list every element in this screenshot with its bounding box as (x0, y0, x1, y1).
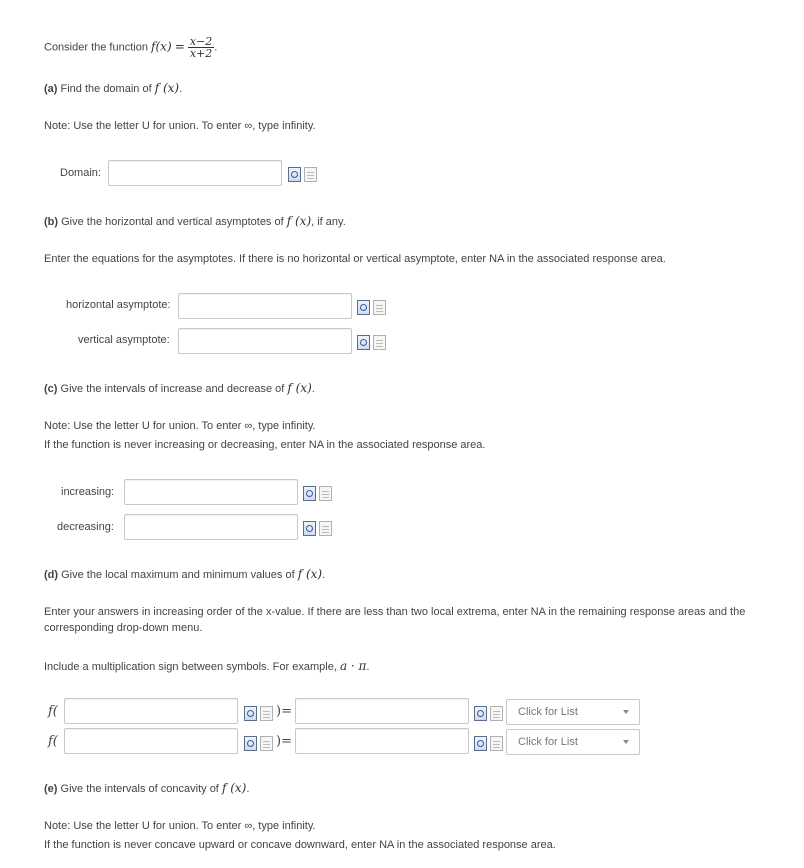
equation-editor-icon[interactable] (303, 521, 316, 536)
part-a-label: (a) (44, 83, 58, 95)
part-c-text: Give the intervals of increase and decrease of (60, 383, 285, 395)
part-d-fx: f (x) (297, 567, 323, 581)
equation-editor-icon[interactable] (357, 335, 370, 350)
help-document-icon[interactable] (490, 736, 503, 751)
part-a-end: . (179, 83, 183, 95)
extremum-1-x-input[interactable] (64, 698, 238, 724)
extremum-2-type-select[interactable] (506, 729, 640, 755)
help-document-icon[interactable] (304, 167, 317, 182)
equation-editor-icon[interactable] (474, 736, 487, 751)
part-e-note-2: If the function is never concave upward or concave downward, enter NA in the associated response area. (44, 839, 556, 851)
chevron-down-icon (623, 710, 629, 714)
part-b-note: Enter the equations for the asymptotes. If there is no horizontal or vertical asymptote, enter NA in the associated response area. (44, 253, 666, 265)
extremum-2-x-input[interactable] (64, 728, 238, 754)
part-e-note-1: Note: Use the letter U for union. To enter ∞, type infinity. (44, 820, 316, 832)
part-a-heading (44, 81, 182, 96)
help-document-icon[interactable] (490, 706, 503, 721)
decreasing-label: decreasing: (57, 521, 114, 533)
help-document-icon[interactable] (260, 736, 273, 751)
part-d-note-3: Include a multiplication sign between symbols. For example, a · π. (44, 659, 370, 673)
extremum-1-f-open: f( (48, 704, 58, 719)
horizontal-asymptote-input[interactable] (178, 293, 352, 319)
horizontal-asymptote-label: horizontal asymptote: (66, 299, 171, 311)
part-d-example: a · π (339, 659, 367, 673)
intro-period: . (214, 41, 218, 54)
part-d-heading (44, 567, 325, 582)
part-e-label: (e) (44, 783, 58, 795)
part-e-heading (44, 781, 249, 796)
help-document-icon[interactable] (319, 521, 332, 536)
intro-numerator: x−2 (189, 35, 213, 48)
equation-editor-icon[interactable] (244, 736, 257, 751)
extremum-2-select-text: Click for List (518, 736, 578, 748)
intro-fname: f(x) (151, 39, 172, 54)
part-a-fx: f (x) (154, 81, 180, 95)
part-b-fx: f (x) (286, 214, 312, 228)
part-e-fx: f (x) (221, 781, 247, 795)
help-document-icon[interactable] (373, 335, 386, 350)
part-c-note-2: If the function is never increasing or decreasing, enter NA in the associated response area. (44, 439, 486, 451)
extremum-1-y-input[interactable] (295, 698, 469, 724)
extremum-1-select-text: Click for List (518, 706, 578, 718)
part-d-end: . (322, 569, 326, 581)
domain-label: Domain: (60, 167, 101, 179)
equation-editor-icon[interactable] (244, 706, 257, 721)
extremum-1-type-select[interactable] (506, 699, 640, 725)
equation-editor-icon[interactable] (474, 706, 487, 721)
part-d-note-2: corresponding drop-down menu. (44, 622, 203, 634)
part-d-text: Give the local maximum and minimum values of (61, 569, 295, 581)
part-e-text: Give the intervals of concavity of (60, 783, 219, 795)
help-document-icon[interactable] (260, 706, 273, 721)
extremum-2-y-input[interactable] (295, 728, 469, 754)
intro-text: Consider the function (44, 41, 148, 54)
equation-editor-icon[interactable] (303, 486, 316, 501)
help-document-icon[interactable] (319, 486, 332, 501)
vertical-asymptote-input[interactable] (178, 328, 352, 354)
part-b-heading (44, 214, 346, 229)
extremum-2-close-eq: )= (276, 734, 292, 749)
part-c-heading (44, 381, 315, 396)
extremum-2-f-open: f( (48, 734, 58, 749)
equation-editor-icon[interactable] (357, 300, 370, 315)
extremum-1-close-eq: )= (276, 704, 292, 719)
part-d-note-1: Enter your answers in increasing order of the x-value. If there are less than two local extrema, enter NA in the remaining response areas and the (44, 606, 746, 618)
part-a-text: Find the domain of (60, 83, 152, 95)
vertical-asymptote-label: vertical asymptote: (78, 334, 170, 346)
part-b-label: (b) (44, 216, 59, 228)
part-d-label: (d) (44, 569, 59, 581)
help-document-icon[interactable] (373, 300, 386, 315)
increasing-input[interactable] (124, 479, 298, 505)
intro-fraction (188, 36, 214, 59)
intro-line (44, 36, 217, 59)
part-c-fx: f (x) (287, 381, 312, 395)
increasing-label: increasing: (61, 486, 115, 498)
part-c-end: . (311, 383, 315, 395)
decreasing-input[interactable] (124, 514, 298, 540)
intro-denominator: x+2 (189, 47, 213, 60)
part-c-label: (c) (44, 383, 58, 395)
equation-editor-icon[interactable] (288, 167, 301, 182)
part-b-text: Give the horizontal and vertical asymptotes of (61, 216, 284, 228)
part-a-note: Note: Use the letter U for union. To enter ∞, type infinity. (44, 120, 316, 132)
part-d-note-3-text: Include a multiplication sign between symbols. For example, (44, 661, 337, 673)
part-e-end: . (246, 783, 250, 795)
part-b-end: , if any. (311, 216, 346, 228)
intro-eq: = (174, 39, 185, 54)
chevron-down-icon (623, 740, 629, 744)
part-c-note-1: Note: Use the letter U for union. To enter ∞, type infinity. (44, 420, 316, 432)
domain-input[interactable] (108, 160, 282, 186)
